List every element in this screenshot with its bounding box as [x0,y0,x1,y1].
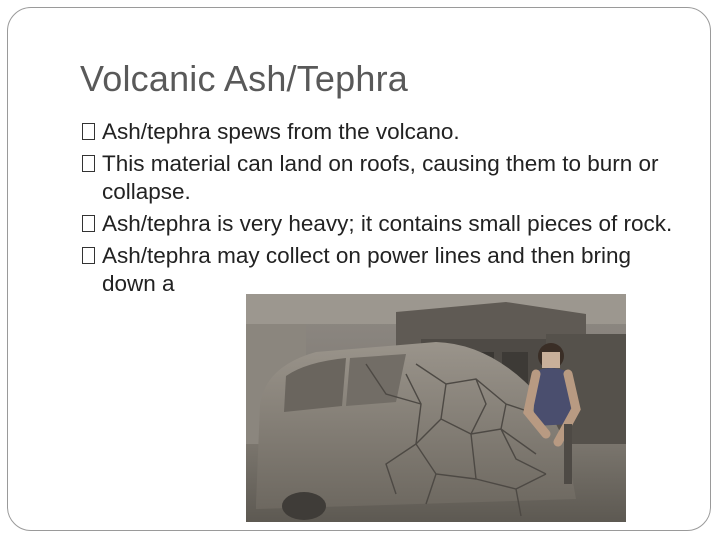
bullet-box-icon [82,155,95,172]
bullet-box-icon [82,247,95,264]
bullet-text: Ash/tephra may collect on power lines and then bring down a [102,243,632,296]
bullet-box-icon [82,215,95,232]
bullet-item [82,150,682,206]
ash-covered-car-photo [246,294,626,522]
slide-title: Volcanic Ash/Tephra [80,58,409,99]
bullet-list [82,118,682,302]
photo-illustration [246,294,626,522]
bullet-text: This material can land on roofs, causing them to burn or collapse. [102,151,659,204]
bullet-text: Ash/tephra is very heavy; it contains small pieces of rock. [102,211,673,236]
bullet-text: Ash/tephra spews from the volcano. [102,119,460,144]
bullet-item [82,210,682,238]
bullet-box-icon [82,123,95,140]
bullet-item [82,118,682,146]
bullet-item [82,242,682,298]
